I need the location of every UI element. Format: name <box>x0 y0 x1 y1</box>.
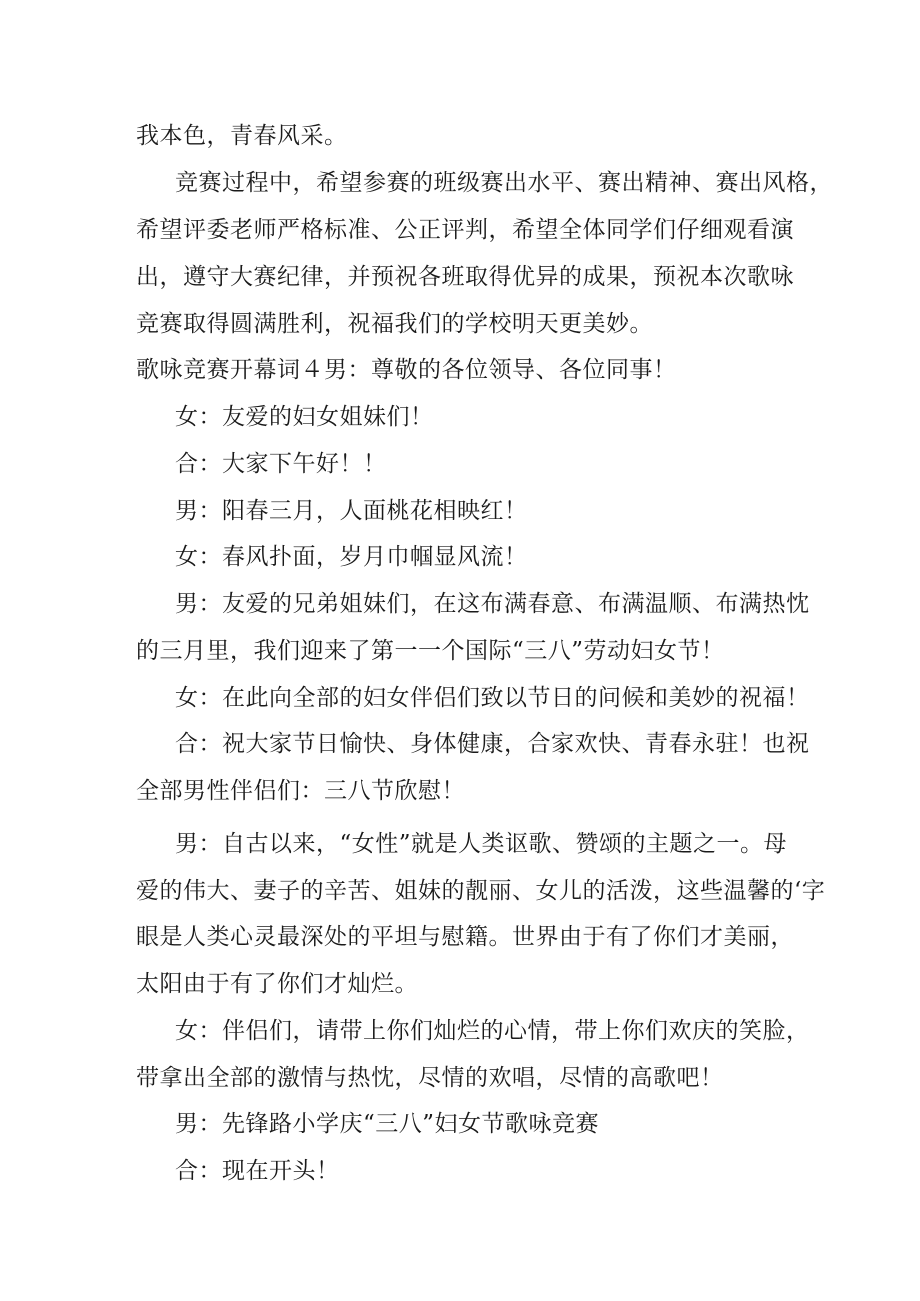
text-line: 的三月里，我们迎来了第一一个国际“三八”劳动妇女节！ <box>136 638 725 664</box>
text-line: 女：春风扑面，岁月巾帼显风流！ <box>175 544 528 570</box>
text-line: 竞赛过程中，希望参赛的班级赛出水平、赛出精神、赛出风格， <box>175 170 833 196</box>
text-line: 女：伴侣们，请带上你们灿烂的心情，带上你们欢庆的笑脸， <box>175 1018 810 1044</box>
text-line: 带拿出全部的激情与热忱，尽情的欢唱，尽情的高歌吧！ <box>136 1065 724 1091</box>
text-line: 合：祝大家节日愉快、身体健康，合家欢快、青春永驻！也祝 <box>175 731 810 757</box>
text-line: 竞赛取得圆满胜利，祝福我们的学校明天更美妙。 <box>136 311 653 337</box>
text-line: 眼是人类心灵最深处的平坦与慰籍。世界由于有了你们才美丽， <box>136 924 794 950</box>
text-line: 爱的伟大、妻子的辛苦、姐妹的靓丽、女儿的活泼，这些温馨的‘字 <box>136 878 826 904</box>
text-line: 女：友爱的妇女姐妹们！ <box>175 404 434 430</box>
text-line: 全部男性伴侣们：三八节欣慰！ <box>136 778 465 804</box>
text-line: 男：阳春三月，人面桃花相映红！ <box>175 498 528 524</box>
text-line: 男：先锋路小学庆“三八”妇女节歌咏竞赛 <box>175 1111 600 1137</box>
text-line: 我本色，青春风采。 <box>136 123 348 149</box>
text-line: 男：自古以来，“女性”就是人类讴歌、赞颂的主题之一。母 <box>175 831 788 857</box>
text-line: 合：现在开头！ <box>175 1158 340 1184</box>
text-line: 合：大家下午好！！ <box>175 451 387 477</box>
text-line: 希望评委老师严格标准、公正评判，希望全体同学们仔细观看演 <box>136 217 794 243</box>
text-line: 男：友爱的兄弟姐妹们，在这布满春意、布满温顺、布满热忱 <box>175 591 810 617</box>
text-line: 太阳由于有了你们才灿烂。 <box>136 971 418 997</box>
section-heading: 歌咏竞赛开幕词４男：尊敬的各位领导、各位同事！ <box>136 357 677 383</box>
text-line: 出，遵守大赛纪律，并预祝各班取得优异的成果，预祝本次歌咏 <box>136 264 794 290</box>
text-line: 女：在此向全部的妇女伴侣们致以节日的问候和美妙的祝福！ <box>175 685 810 711</box>
